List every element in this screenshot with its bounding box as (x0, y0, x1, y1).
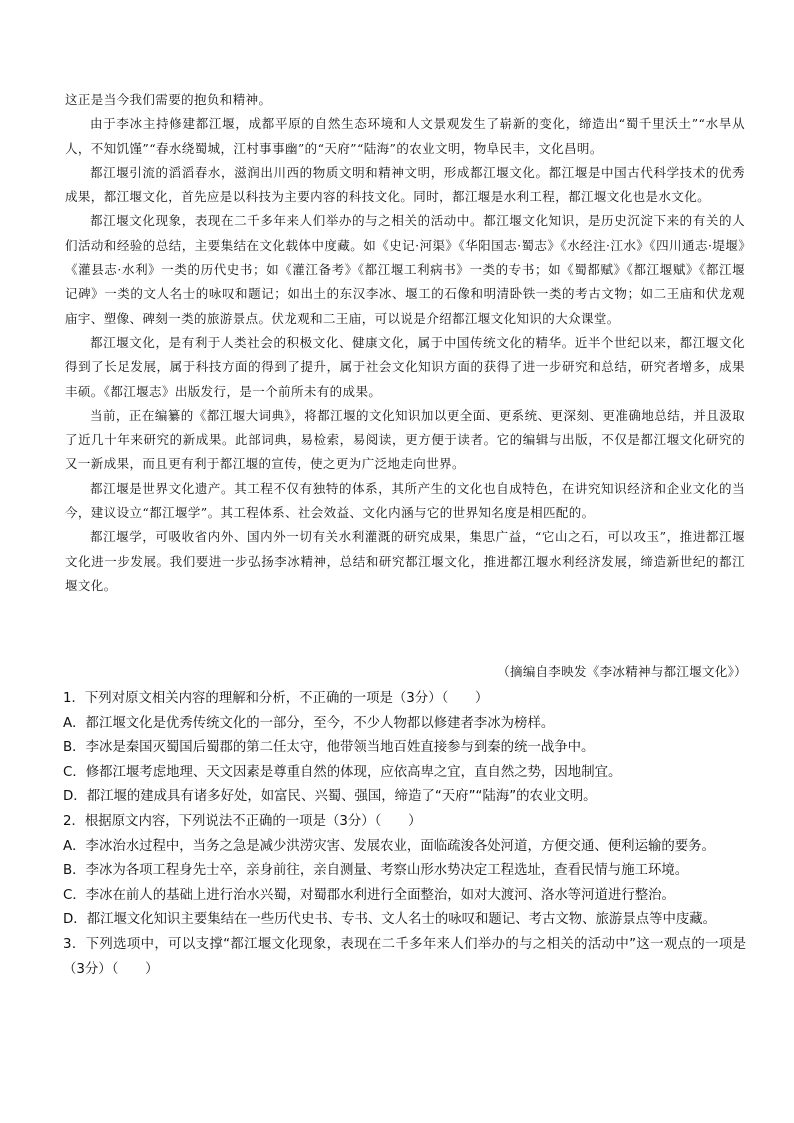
question-stem: 2．根据原文内容，下列说法不正确的一项是（3分）（ ） (63, 813, 422, 829)
question-stem: 1．下列对原文相关内容的理解和分析，不正确的一项是（3分）（ ） (63, 691, 489, 706)
question-list (63, 687, 746, 982)
answer-option: A．都江堰文化是优秀传统文化的一部分，至今，不少人物都以修建者李冰为榜样。 (63, 715, 555, 731)
passage-paragraph: 这正是当今我们需要的抱负和精神。 (65, 92, 272, 107)
passage-paragraph: 都江堰引流的滔滔春水，滋润出川西的物质文明和精神文明，形成都江堰文化。都江堰是中国古代科学技术的优秀成果，都江堰文化，首先应是以科技为主要内容的科技文化。同时，都江堰是水利工程，都江堰文化也是水文化。 (65, 164, 745, 205)
passage-paragraph: 都江堰文化，是有利于人类社会的积极文化、健康文化，属于中国传统文化的精华。近半个世纪以来，都江堰文化得到了长足发展，属于科技方面的得到了提升，属于社会文化知识方面的获得了进一步研究和总结，研究者增多，成果丰硕。《都江堰志》出版发行，是一个前所未有的成果。 (65, 334, 745, 399)
passage-paragraph: 当前，正在编纂的《都江堰大词典》，将都江堰的文化知识加以更全面、更系统、更深刻、更准确地总结，并且汲取了近几十年来研究的新成果。此部词典，易检索，易阅读，更方便于读者。它的编辑与出版，不仅是都江堰文化研究的又一新成果，而且更有利于都江堰的宣传，使之更为广泛地走向世界。 (65, 407, 745, 472)
answer-option: D．都江堰的建成具有诸多好处，如富民、兴蜀、强国，缔造了“天府”“陆海”的农业文明。 (63, 789, 597, 805)
reading-passage (65, 88, 745, 598)
question-stem: 3．下列选项中，可以支撑“都江堰文化现象，表现在二千多年来人们举办的与之相关的活动中”这一观点的一项是（3分）（ ） (63, 936, 746, 977)
passage-source: （摘编自李映发《李冰精神与都江堰文化》） (497, 664, 747, 679)
answer-option: D．都江堰文化知识主要集结在一些历代史书、专书、文人名士的咏叹和题记、考古文物、旅游景点等中庋藏。 (63, 912, 717, 928)
answer-option: C．修都江堰考虑地理、天文因素是尊重自然的体现，应依高卑之宜，直自然之势，因地制宜。 (63, 764, 622, 780)
passage-paragraph: 都江堰学，可吸收省内外、国内外一切有关水利灌溉的研究成果，集思广益，“它山之石，可以攻玉”，推进都江堰文化进一步发展。我们要进一步弘扬李冰精神，总结和研究都江堰文化，推进都江堰水利经济发展，缔造新世纪的都江堰文化。 (65, 529, 745, 593)
passage-paragraph: 由于李冰主持修建都江堰，成都平原的自然生态环境和人文景观发生了崭新的变化，缔造出“蜀千里沃土”“水旱从人，不知饥馑”“春水绕蜀城，江村事事幽”的“天府”“陆海”的农业文明，物阜民丰，文化昌明。 (65, 116, 745, 156)
answer-option: B．李冰为各项工程身先士卒，亲身前往，亲自测量、考察山形水势决定工程选址，查看民情与施工环境。 (63, 863, 689, 879)
answer-option: B．李冰是秦国灭蜀国后蜀郡的第二任太守，他带领当地百姓直接参与到秦的统一战争中。 (63, 740, 595, 756)
passage-paragraph: 都江堰文化现象，表现在二千多年来人们举办的与之相关的活动中。都江堰文化知识，是历史沉淀下来的有关的人们活动和经验的总结，主要集结在文化载体中度藏。如《史记·河渠》《华阳国志·蜀志》《水经注·江水》《四川通志·堤堰》《灌县志·水利》一类的历代史书；如《灌江备考》《都江堰工利病书》一类的专书；如《蜀都赋》《都江堰赋》《都江堰记碑》一类的文人名士的咏叹和题记；如出土的东汉李冰、堰工的石像和明清卧铁一类的考古文物；如二王庙和伏龙观庙宇、塑像、碑刻一类的旅游景点。伏龙观和二王庙，可以说是介绍都江堰文化知识的大众课堂。 (65, 213, 745, 326)
answer-option: A．李冰治水过程中，当务之急是减少洪涝灾害、发展农业，面临疏浚各处河道，方便交通、便利运输的要务。 (63, 838, 715, 854)
passage-paragraph: 都江堰是世界文化遗产。其工程不仅有独特的体系，其所产生的文化也自成特色，在讲究知识经济和企业文化的当今，建议设立“都江堰学”。其工程体系、社会效益、文化内涵与它的世界知名度是相匹配的。 (65, 480, 745, 521)
answer-option: C．李冰在前人的基础上进行治水兴蜀，对蜀郡水利进行全面整治，如对大渡河、洛水等河道进行整治。 (63, 887, 675, 903)
